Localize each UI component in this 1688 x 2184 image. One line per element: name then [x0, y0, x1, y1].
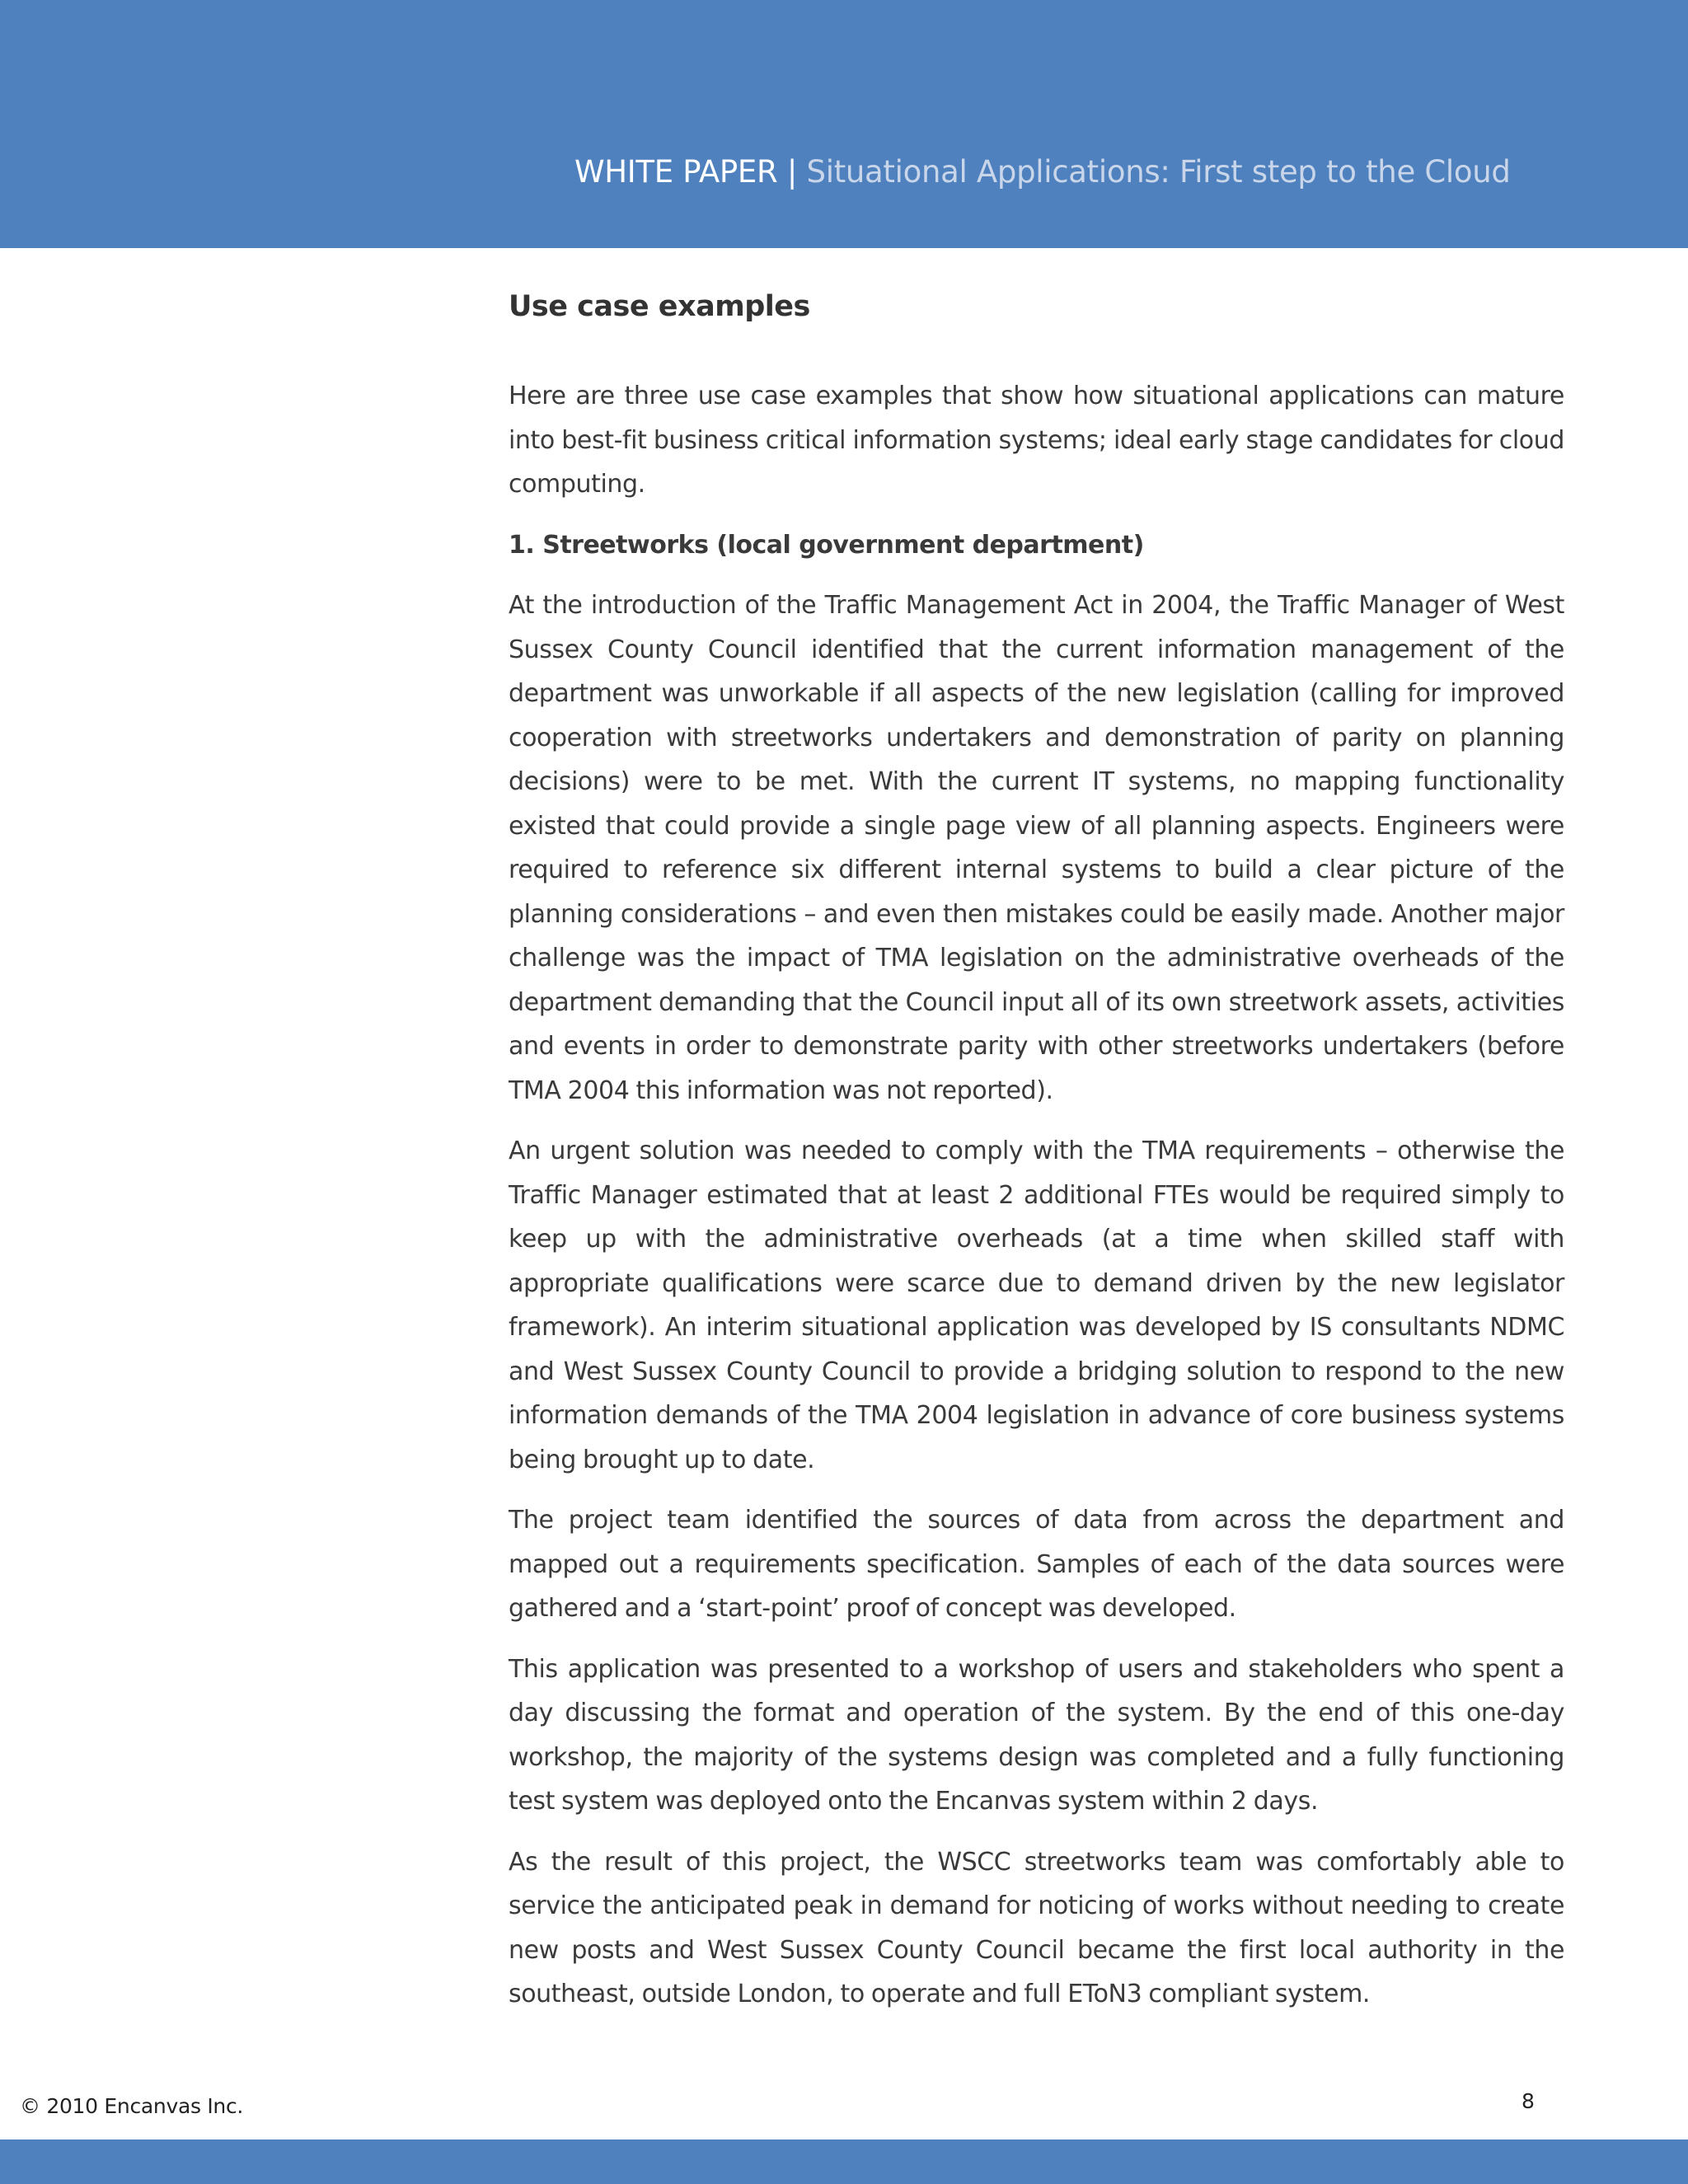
body-paragraph: At the introduction of the Traffic Management Act in 2004, the Traffic Manager of West Sussex County Council identified that the current information management of the department was unworkable if all aspects of the new legislation (calling for improved cooperation with streetworks undertakers and demonstration of parity on planning decisions) were to be met. With the current IT systems, no mapping functionality existed that could provide a single page view of all planning aspects. Engineers were required to reference six different internal systems to build a clear picture of the planning considerations – and even then mistakes could be easily made. Another major challenge was the impact of TMA legislation on the administrative overheads of the department demanding that the Council input all of its own streetwork assets, activities and events in order to demonstrate parity with other streetworks undertakers (before TMA 2004 this information was not reported). — [509, 591, 1564, 1105]
footer-copyright: © 2010 Encanvas Inc. — [20, 2094, 244, 2118]
document-subtitle: Situational Applications: First step to the Cloud — [806, 154, 1511, 190]
intro-paragraph: Here are three use case examples that show how situational applications can mature into best-fit business critical information systems; ideal early stage candidates for cloud computing. — [509, 382, 1564, 499]
document-type-label: WHITE PAPER — [574, 154, 778, 190]
body-paragraph: This application was presented to a workshop of users and stakeholders who spent a day discussing the format and operation of the system. By the end of this one-day workshop, the majority of the systems design was completed and a fully functioning test system was deployed onto the Encanvas system within 2 days. — [509, 1654, 1564, 1816]
page-number: 8 — [1522, 2089, 1535, 2113]
section-heading: Use case examples — [509, 290, 810, 323]
title-separator: | — [786, 154, 798, 190]
page-content — [509, 280, 1564, 2033]
case-heading-streetworks: 1. Streetworks (local government department) — [509, 530, 1144, 560]
body-paragraph: An urgent solution was needed to comply with the TMA requirements – otherwise the Traffic Manager estimated that at least 2 additional FTEs would be required simply to keep up with the administrative overheads (at a time when skilled staff with appropriate qualifications were scarce due to demand driven by the new legislator framework). An interim situational application was developed by IS consultants NDMC and West Sussex County Council to provide a bridging solution to respond to the new information demands of the TMA 2004 legislation in advance of core business systems being brought up to date. — [509, 1137, 1564, 1474]
header-band — [0, 0, 1688, 248]
body-paragraph: As the result of this project, the WSCC streetworks team was comfortably able to service the anticipated peak in demand for noticing of works without needing to create new posts and West Sussex County Council became the first local authority in the southeast, outside London, to operate and full EToN3 compliant system. — [509, 1847, 1564, 2008]
body-paragraph: The project team identified the sources of data from across the department and mapped out a requirements specification. Samples of each of the data sources were gathered and a ‘start-point’ proof of concept was developed. — [509, 1506, 1564, 1623]
document-title — [574, 147, 1511, 198]
footer-band — [0, 2139, 1688, 2184]
